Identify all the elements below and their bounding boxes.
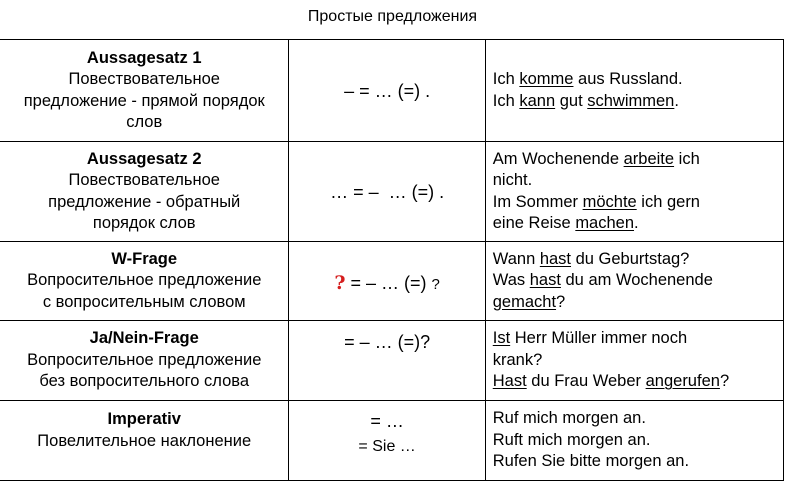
sentence-text: Herr Müller immer noch	[510, 329, 688, 348]
page-title: Простые предложения	[307, 8, 478, 25]
type-description: с вопросительным словом	[42, 292, 246, 311]
type-cell	[0, 242, 289, 321]
verb-part: machen	[575, 214, 635, 232]
examples-cell	[485, 40, 783, 142]
type-description: порядок слов	[92, 214, 196, 232]
sentence-text: .	[674, 91, 679, 110]
sentence-text: nicht.	[492, 171, 533, 189]
table-row	[0, 321, 784, 401]
word-order-formula: = …	[370, 411, 404, 431]
type-description: Повествовательное	[68, 171, 220, 189]
sentence-text: Ruf mich morgen an.	[492, 409, 646, 428]
example-sentence	[493, 91, 783, 113]
verb-part: schwimmen	[587, 91, 675, 110]
example-sentence	[493, 350, 783, 372]
type-name: Aussagesatz 1	[86, 48, 202, 67]
type-name: Aussagesatz 2	[86, 149, 202, 168]
examples-cell	[485, 321, 783, 401]
example-sentence	[493, 249, 783, 271]
examples-cell	[485, 242, 783, 321]
sentence-text: .	[634, 214, 639, 232]
type-description: Повелительное наклонение	[37, 431, 252, 450]
word-order-formula: … = – … (=) .	[330, 181, 445, 202]
verb-part: kann	[519, 91, 556, 110]
type-cell	[0, 40, 289, 142]
type-description: предложение - обратный	[48, 192, 241, 211]
examples-cell	[485, 142, 783, 242]
sentence-text: Im Sommer	[492, 192, 583, 211]
verb-part: angerufen	[645, 372, 720, 391]
example-sentence	[493, 430, 783, 452]
sentence-text: Rufen Sie bitte morgen an.	[492, 452, 690, 471]
type-name: W-Frage	[111, 249, 178, 268]
example-sentence	[493, 371, 783, 393]
sentence-text: Ruft mich morgen an.	[492, 430, 651, 449]
type-cell	[0, 321, 289, 401]
example-sentence	[493, 408, 783, 430]
verb-part: hast	[529, 271, 561, 290]
type-description: Вопросительное предложение	[27, 350, 262, 369]
formula-cell	[289, 40, 485, 142]
verb-part: Hast	[492, 372, 527, 391]
formula-cell	[289, 401, 485, 481]
example-sentence	[493, 69, 783, 91]
sentence-text: du Geburtstag?	[571, 249, 690, 268]
sentence-types-table	[0, 39, 784, 481]
example-sentence	[493, 292, 783, 314]
type-cell	[0, 142, 289, 242]
sentence-text: du am Wochenende	[560, 271, 713, 290]
verb-part: hast	[539, 249, 572, 268]
type-description: предложение - прямой порядок	[23, 91, 265, 110]
verb-part: gemacht	[492, 292, 557, 311]
sentence-text: ?	[719, 372, 730, 391]
type-name: Imperativ	[107, 410, 181, 428]
example-sentence	[493, 328, 783, 350]
example-sentence	[493, 213, 783, 235]
type-name: Ja/Nein-Frage	[89, 329, 199, 348]
word-order-formula: = – … (=)?	[344, 332, 431, 352]
type-description: без вопросительного слова	[39, 372, 250, 391]
formula-cell	[289, 142, 485, 242]
sentence-text: Wann	[492, 249, 540, 268]
sentence-text: Was	[492, 271, 530, 290]
verb-part: komme	[519, 70, 574, 88]
example-sentence	[493, 192, 783, 214]
sentence-text: aus Russland.	[573, 70, 683, 88]
formula-cell	[289, 321, 485, 401]
sentence-text: ?	[556, 292, 566, 311]
verb-part: möchte	[582, 192, 637, 211]
table-row	[0, 401, 784, 481]
sentence-text: ich gern	[636, 192, 700, 211]
type-description: Повествовательное	[68, 70, 220, 88]
table-row	[0, 242, 784, 321]
sentence-text: eine Reise	[492, 214, 576, 232]
word-order-formula	[289, 265, 484, 297]
word-order-formula: = Sie …	[358, 438, 416, 455]
sentence-text: Ich	[492, 91, 520, 110]
formula-body: = – … (=)	[345, 273, 432, 293]
sentence-text: Am Wochenende	[492, 149, 624, 168]
sentence-text: gut	[555, 91, 588, 110]
sentence-text: krank?	[492, 350, 543, 369]
sentence-text: ich	[674, 149, 700, 168]
example-sentence	[493, 170, 783, 192]
table-row	[0, 142, 784, 242]
example-sentence	[493, 149, 783, 171]
question-word-mark: ?	[334, 272, 346, 294]
example-sentence	[493, 451, 783, 473]
example-sentence	[493, 270, 783, 292]
examples-cell	[485, 401, 783, 481]
verb-part: Ist	[492, 329, 511, 348]
sentence-text: du Frau Weber	[526, 372, 646, 391]
verb-part: arbeite	[623, 149, 675, 168]
type-cell	[0, 401, 289, 481]
type-description: Вопросительное предложение	[27, 271, 262, 290]
sentence-text: Ich	[492, 70, 520, 88]
formula-cell	[289, 242, 485, 321]
word-order-formula: – = … (=) .	[344, 80, 431, 101]
table-row	[0, 40, 784, 142]
type-description: слов	[126, 113, 163, 131]
formula-end: ?	[431, 276, 440, 293]
